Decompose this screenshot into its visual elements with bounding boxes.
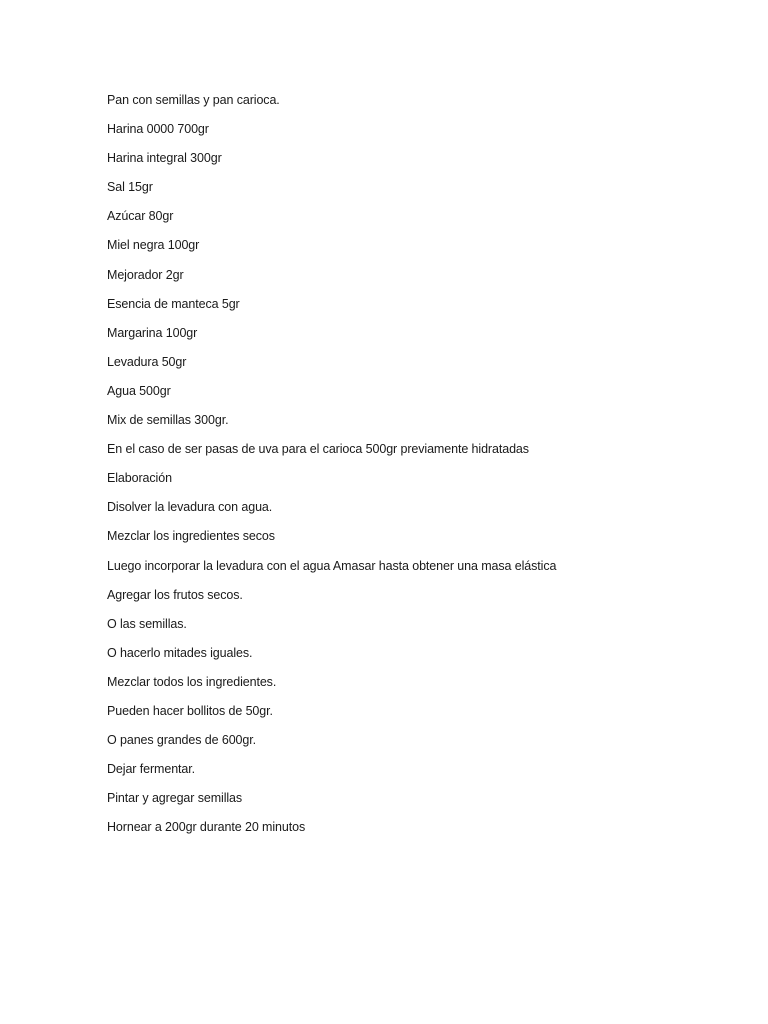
step-line: Mezclar todos los ingredientes. xyxy=(107,674,277,689)
step-line: Hornear a 200gr durante 20 minutos xyxy=(107,820,306,835)
ingredient-line: Mix de semillas 300gr. xyxy=(107,413,229,428)
ingredient-line: Mejorador 2gr xyxy=(107,267,184,282)
step-line: Dejar fermentar. xyxy=(107,762,196,777)
ingredient-line: Harina 0000 700gr xyxy=(107,122,209,137)
ingredient-line: Agua 500gr xyxy=(107,383,171,398)
ingredient-line: Harina integral 300gr xyxy=(107,151,222,166)
recipe-title: Pan con semillas y pan carioca. xyxy=(107,93,280,107)
ingredient-line: Levadura 50gr xyxy=(107,354,187,369)
ingredient-line: Margarina 100gr xyxy=(107,325,198,340)
step-line: O las semillas. xyxy=(107,616,187,631)
ingredient-line: Sal 15gr xyxy=(107,180,153,195)
step-line: O panes grandes de 600gr. xyxy=(107,733,257,748)
ingredient-line: Esencia de manteca 5gr xyxy=(107,296,240,311)
step-line: Agregar los frutos secos. xyxy=(107,587,243,602)
step-line: Pintar y agregar semillas xyxy=(107,791,243,806)
ingredient-line: Azúcar 80gr xyxy=(107,209,174,224)
step-line: Disolver la levadura con agua. xyxy=(107,500,273,515)
step-line: Pueden hacer bollitos de 50gr. xyxy=(107,703,273,718)
section-heading: Elaboración xyxy=(107,471,172,486)
step-line: Mezclar los ingredientes secos xyxy=(107,529,275,544)
step-line: O hacerlo mitades iguales. xyxy=(107,645,253,660)
ingredient-line: Miel negra 100gr xyxy=(107,238,200,253)
recipe-text xyxy=(107,92,747,848)
ingredient-note: En el caso de ser pasas de uva para el carioca 500gr previamente hidratadas xyxy=(107,442,529,457)
step-line: Luego incorporar la levadura con el agua Amasar hasta obtener una masa elástica xyxy=(107,558,557,573)
